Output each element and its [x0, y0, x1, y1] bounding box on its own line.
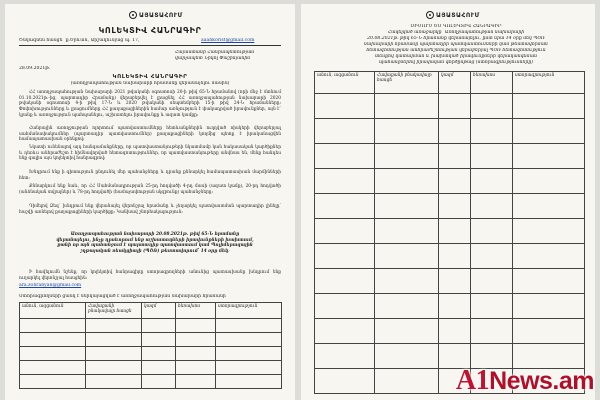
- publisher-logo: [426, 11, 480, 19]
- logo-text: ԱՅԱՏԱՀՈՒՄ: [436, 11, 480, 19]
- signature-table-right: [314, 71, 585, 394]
- column-header: հեռախոս: [471, 72, 513, 94]
- table-row: [20, 375, 282, 389]
- petition-header-line: հետազոտության անհրաժեշտության վերաբերյալ ՊՇՌ հետազոտություն: [366, 48, 546, 53]
- table-row: [20, 333, 282, 347]
- table-cell: [315, 169, 375, 194]
- table-cell: [513, 119, 585, 144]
- sender-email[interactable]: aaahkorist@gmail.com: [201, 38, 255, 43]
- petition-header-line: նախարարի հրամանը պարտադիր պատվաստումների կամ թեստավորման: [364, 42, 548, 47]
- letter-subtitle: ԿՈԼԵԿՏԻՎ ՀԱՆՐԱԳԻՐ: [112, 74, 188, 80]
- table-cell: [513, 169, 585, 194]
- table-cell: [315, 319, 375, 344]
- a1news-watermark: [456, 365, 594, 397]
- table-row: [315, 244, 585, 269]
- table-cell: [375, 369, 439, 394]
- table-cell: [471, 144, 513, 169]
- table-row: [315, 294, 585, 319]
- publisher-logo: [129, 11, 183, 19]
- letter-subtitle-note: (առողջապահության նախարարի հրամանը վերանայելու մասին): [70, 81, 230, 86]
- table-row: [315, 194, 585, 219]
- table-cell: [315, 369, 375, 394]
- body-paragraph-3: Նկատի ունենալով այդ հանգամանքները, որ պատվաստանյութերի նկատմամբ կան հակասական կարծիքներ և դեռևս անհրաժեշտ է հիմնավորված հետազոտություններ, որ պատվաստանյութերը անվնաս են, մենք հանդես ենք գալիս այս կոլեկտիվ հանրագրով։: [19, 145, 281, 162]
- table-cell: [471, 294, 513, 319]
- table-cell: [439, 294, 471, 319]
- table-cell: [375, 294, 439, 319]
- letter-date: 28.09.2021թ.: [19, 66, 51, 71]
- table-row: [315, 219, 585, 244]
- signature-note: Ստորագրողների ցանկ է ներկայացված է առողջապահության նախարարի հրամանի: [19, 294, 226, 299]
- logo-mark-icon: [426, 11, 434, 19]
- table-row: [315, 319, 585, 344]
- table-row: [20, 347, 282, 361]
- table-cell: [439, 244, 471, 269]
- document-page-left: [5, 4, 295, 400]
- table-cell: [513, 244, 585, 269]
- table-cell: [375, 94, 439, 119]
- signature-table-left: [19, 302, 282, 389]
- table-cell: [471, 244, 513, 269]
- table-row: [315, 119, 585, 144]
- table-cell: [375, 144, 439, 169]
- contact-note: Ի հավելումն նշենք, որ կոլեկտիվ հանրագիրը ստորագրողների անունից պատասխանը խնդրում ենք ուղարկել վերոնշյալ հասցեին։: [19, 270, 281, 281]
- table-cell: [439, 94, 471, 119]
- table-cell: [513, 219, 585, 244]
- table-cell: [375, 169, 439, 194]
- table-cell: [513, 194, 585, 219]
- recipient-line-2: վարչապետ Նիկոլ Փաշինյանին: [175, 56, 251, 61]
- table-row: [315, 144, 585, 169]
- table-cell: [471, 194, 513, 219]
- column-header: անուն, ազգանուն: [315, 72, 375, 94]
- table-cell: [439, 119, 471, 144]
- table-cell: [315, 194, 375, 219]
- body-paragraph-1: ՀՀ առողջապահության նախարարի 2021 թվականի օգոստոսի 20-ի թիվ 65-Ն հրամանով (որի մեջ է մտնում 01.10.2021թ.-ից, պարտադիր Հրամանը) վերաբերվել է լրացնել ՀՀ առողջապահության նախարարի 2020 թվականի օգոստոսի 4-ի թիվ 17-Ն և 2020 թվականի սեպտեմբերի 15-ի թիվ 24-Ն հրամանները։ Փոփոխությունները և լրացումները ՀՀ քաղաքացիներին համար առնչություն է փակադրված իրավունքներ, այն է՝ կյանք և առողջություն պահպանելու, աշխատելու իրավունքը և ազատ կամքը։: [19, 90, 281, 118]
- table-row: [20, 319, 282, 333]
- recipient-line-1: Հայաստանի Հանրապետության: [175, 50, 255, 55]
- table-cell: [375, 119, 439, 144]
- table-cell: [315, 269, 375, 294]
- column-header: կազմ: [142, 303, 176, 319]
- table-cell: [315, 94, 375, 119]
- logo-text: ԱՅԱՏԱՀՈՒՄ: [139, 11, 183, 19]
- watermark-domain: News.am: [489, 367, 594, 395]
- column-header: ստորագրություն: [513, 72, 585, 94]
- table-cell: [471, 119, 513, 144]
- table-header-row: [315, 72, 585, 94]
- table-cell: [439, 194, 471, 219]
- table-cell: [375, 319, 439, 344]
- body-paragraph-5: Քննարկում ենք նաև, որ ՀՀ Սահմանադրության 25-րդ հոդվածի 4-րդ մասի (ազատ կամք), 20-րդ հոդվածի (անձնական տվյալներ) և 78-րդ հոդվածի (համաչափության սկզբունք) պահանջները։: [19, 184, 281, 195]
- table-cell: [471, 319, 513, 344]
- table-cell: [439, 144, 471, 169]
- column-header: անուն, ազգանուն: [20, 303, 86, 319]
- header-divider: [19, 45, 281, 46]
- column-header: Հավաքանի բնակավայր հասցե: [86, 303, 142, 319]
- table-cell: [471, 94, 513, 119]
- body-paragraph-4: Խնդրում ենք ի գիտություն ընդունել մեր պահանջները և դրանք քննարկել համապատասխան մարմինների հետ։: [19, 170, 281, 181]
- column-header: կազմ: [439, 72, 471, 94]
- table-cell: [315, 119, 375, 144]
- body-paragraph-2: Հանրային առողջության ոլորտում պատվաստումները հետևանքներին ուղղված ռիսկերի վերաբերյալ սահմանափակումներ (պարտադիր պատվաստումներ) քաղաքացիների կողմից պետք է իրականացվեն համապատասխան օրենքով։: [19, 126, 281, 143]
- document-page-right: [301, 4, 595, 400]
- table-cell: [375, 219, 439, 244]
- table-cell: [315, 294, 375, 319]
- table-row: [20, 361, 282, 375]
- table-cell: [439, 319, 471, 344]
- logo-mark-icon: [129, 11, 137, 19]
- table-cell: [315, 144, 375, 169]
- petition-header-line: 20.08.2021թ. թիվ 65-Ն հրամանը վերանայելու, ըստ նրա 14 օրը մեկ ՊՇՌ: [367, 36, 545, 41]
- sender-address: Ծնկագնեն հասցե՝ ք.Երևան, Արշակունյաց պ. 17,: [19, 38, 140, 43]
- petition-header-line: պահանջներով իրավական գործընթաց (ստորագրությունները): [378, 60, 534, 65]
- table-cell: [513, 94, 585, 119]
- table-row: [315, 94, 585, 119]
- petition-header-line: տեսքով կատարման և խախտված իրավունքների վերականգնման: [375, 54, 537, 59]
- letter-title: ԿՈԼԵԿՏԻՎ ՀԱՆՐԱԳԻՐ: [98, 26, 202, 35]
- table-cell: [375, 194, 439, 219]
- table-cell: [315, 344, 375, 369]
- table-cell: [315, 244, 375, 269]
- table-cell: [315, 219, 375, 244]
- key-demand-paragraph: Առողջապահության նախարարի 20.08.2021թ. թիվ 65-Ն հրամանը վերանայելու, ինչը դրսևորում ենք աշխատողների իրավունքների խախտում, քանի որ այն պահանջում է պարտադիր պատվաստում կամ Պոլիմերազային շղթայական ռեակցիայի (ՊՇՌ) թեստավորում՝ 14 օրը մեկ։: [56, 232, 254, 255]
- table-cell: [513, 319, 585, 344]
- table-header-row: [20, 303, 282, 319]
- table-row: [315, 169, 585, 194]
- table-cell: [513, 269, 585, 294]
- column-header: ստորագրություն: [216, 303, 282, 319]
- table-cell: [513, 144, 585, 169]
- watermark-brand: A1: [455, 365, 490, 396]
- table-cell: [375, 244, 439, 269]
- column-header: Հավաքանի բնակավայր հասցե: [375, 72, 439, 94]
- column-header: հեռախոս: [176, 303, 216, 319]
- table-cell: [375, 269, 439, 294]
- petition-header-line: Հավելված առաջարկը՝ Առողջապահության նախարարի: [387, 30, 525, 35]
- table-cell: [439, 219, 471, 244]
- table-cell: [439, 269, 471, 294]
- petition-header-title: ՍԻՄՈՒՄ ԵՍ ԿՈԼԵԿՏԻՎ ՀԱՆՐԱԳԻՐ: [410, 24, 502, 29]
- contact-email[interactable]: ara.zohrabyan@gmail.com: [19, 283, 82, 288]
- table-cell: [439, 169, 471, 194]
- table-row: [315, 269, 585, 294]
- table-cell: [471, 169, 513, 194]
- table-cell: [471, 269, 513, 294]
- body-paragraph-6: Դիմելով Ձեզ՝ խնդրում ենք վերանայել վերոնշյալ հրամանը և չեղարկել պատվաստման պարտադիր լինելը՝ հաշվի առնելով քաղաքացիների կարծիքը։ Կանխավ շնորհակալություն։: [19, 204, 281, 215]
- table-cell: [375, 344, 439, 369]
- table-cell: [471, 219, 513, 244]
- table-cell: [513, 294, 585, 319]
